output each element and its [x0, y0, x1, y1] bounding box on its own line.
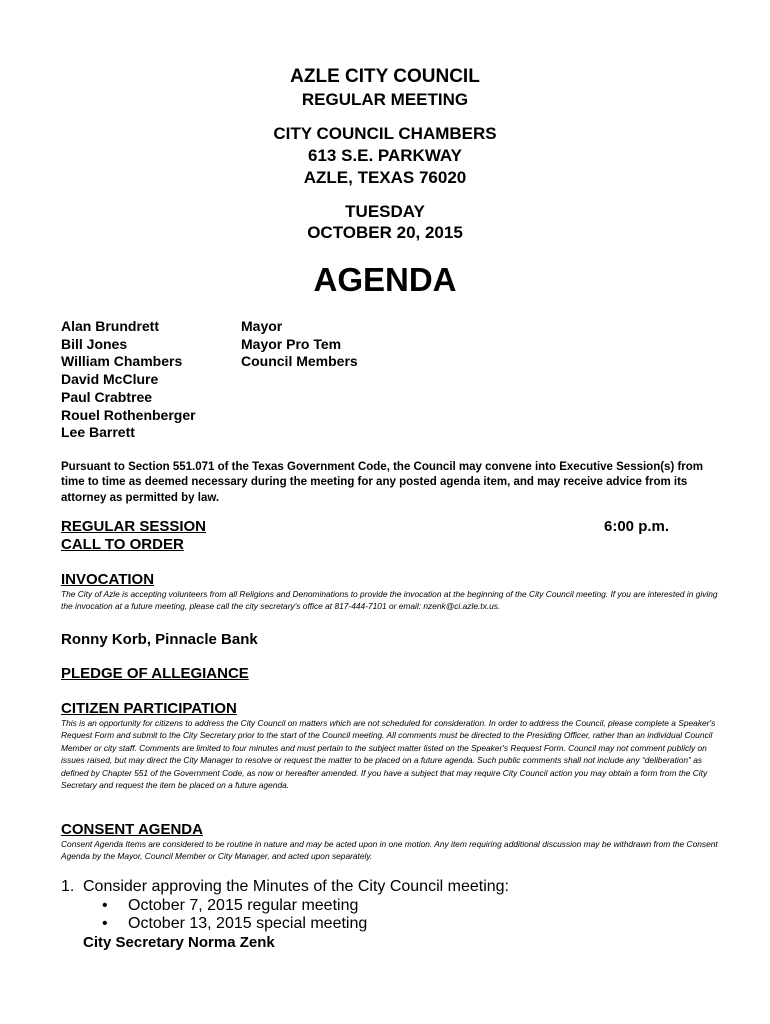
member-name: Rouel Rothenberger — [61, 406, 196, 423]
list-item — [128, 915, 729, 934]
council-name: AZLE CITY COUNCIL — [290, 66, 480, 87]
regular-session-heading: REGULAR SESSION — [61, 518, 207, 535]
venue: CITY COUNCIL CHAMBERS — [273, 124, 497, 143]
list-item — [128, 897, 729, 916]
invocation-heading: INVOCATION — [61, 571, 155, 588]
pledge-heading: PLEDGE OF ALLEGIANCE — [61, 665, 249, 682]
meeting-date: OCTOBER 20, 2015 — [307, 223, 463, 242]
citizen-participation-heading: CITIZEN PARTICIPATION — [61, 700, 237, 717]
city-address: AZLE, TEXAS 76020 — [303, 168, 467, 187]
member-list — [61, 318, 196, 442]
member-role: Council Members — [241, 353, 358, 370]
consent-agenda-note: Consent Agenda Items are considered to be routine in nature and may be acted upon in one motion. Any item requiring additional discussion may be withdrawn from the Consent Agenda by the Mayor, Council Member or City Manager, and acted upon separately. — [61, 839, 718, 862]
call-to-order-heading: CALL TO ORDER — [61, 536, 184, 553]
member-roles — [241, 318, 358, 371]
member-role: Mayor Pro Tem — [241, 335, 342, 352]
member-name: Alan Brundrett — [61, 318, 159, 334]
member-name: Lee Barrett — [61, 424, 135, 441]
citizen-participation-note: This is an opportunity for citizens to address the City Council on matters which are not scheduled for consideration. In order to address the Council, please complete a Speaker's Request Form and submit to the City Secretary prior to the start of the Council meeting. All comments must be directed to the Presiding Officer, rather than an individual Council Member or city staff. Comments are limited to four minutes and must pertain to the subject matter listed on the Speaker's Request Form. Council may not comment publicly on issues raised, but may direct the City Manager to resolve or request the matter to be placed on a future agenda. Such public comments shall not include any “deliberation” as defined by Chapter 551 of the Government Code, as now or hereafter amended. If you have a subject that may require City Council action you may obtain a form from the City Secretary and request the item be placed on a future agenda. — [61, 718, 716, 791]
member-role: Mayor — [241, 318, 283, 334]
session-time: 6:00 p.m. — [604, 518, 670, 535]
agenda-item-presenter: City Secretary Norma Zenk — [83, 933, 275, 951]
agenda-item-1 — [83, 878, 729, 952]
meeting-list — [128, 897, 729, 934]
executive-session-notice: Pursuant to Section 551.071 of the Texas Government Code, the Council may convene into Executive Session(s) from time to time as deemed necessary during the meeting for any posted agenda item, and may receive advice from its attorney as permitted by law. — [61, 461, 704, 504]
member-name: Bill Jones — [61, 335, 128, 352]
meeting-type: REGULAR MEETING — [301, 90, 469, 109]
agenda-item-number: 1. — [61, 878, 75, 895]
meeting-day: TUESDAY — [345, 202, 425, 221]
invocation-speaker: Ronny Korb, Pinnacle Bank — [61, 631, 258, 648]
list-item-text: October 7, 2015 regular meeting — [128, 896, 359, 914]
member-name: David McClure — [61, 371, 159, 388]
street-address: 613 S.E. PARKWAY — [307, 146, 462, 165]
invocation-note: The City of Azle is accepting volunteers from all Religions and Denominations to provide the invocation at the beginning of the City Council meeting. If you are interested in giving the invocation at a future meeting, please call the city secretary's office at 817-444-7101 or email: nzenk@ci.azle.tx.us. — [61, 589, 718, 612]
member-name: William Chambers — [61, 353, 183, 370]
consent-agenda-heading: CONSENT AGENDA — [61, 821, 203, 838]
member-name: Paul Crabtree — [61, 388, 153, 405]
page-title: AGENDA — [313, 261, 457, 298]
list-item-text: October 13, 2015 special meeting — [128, 915, 368, 932]
agenda-item-text: Consider approving the Minutes of the City Council meeting: — [83, 878, 509, 895]
